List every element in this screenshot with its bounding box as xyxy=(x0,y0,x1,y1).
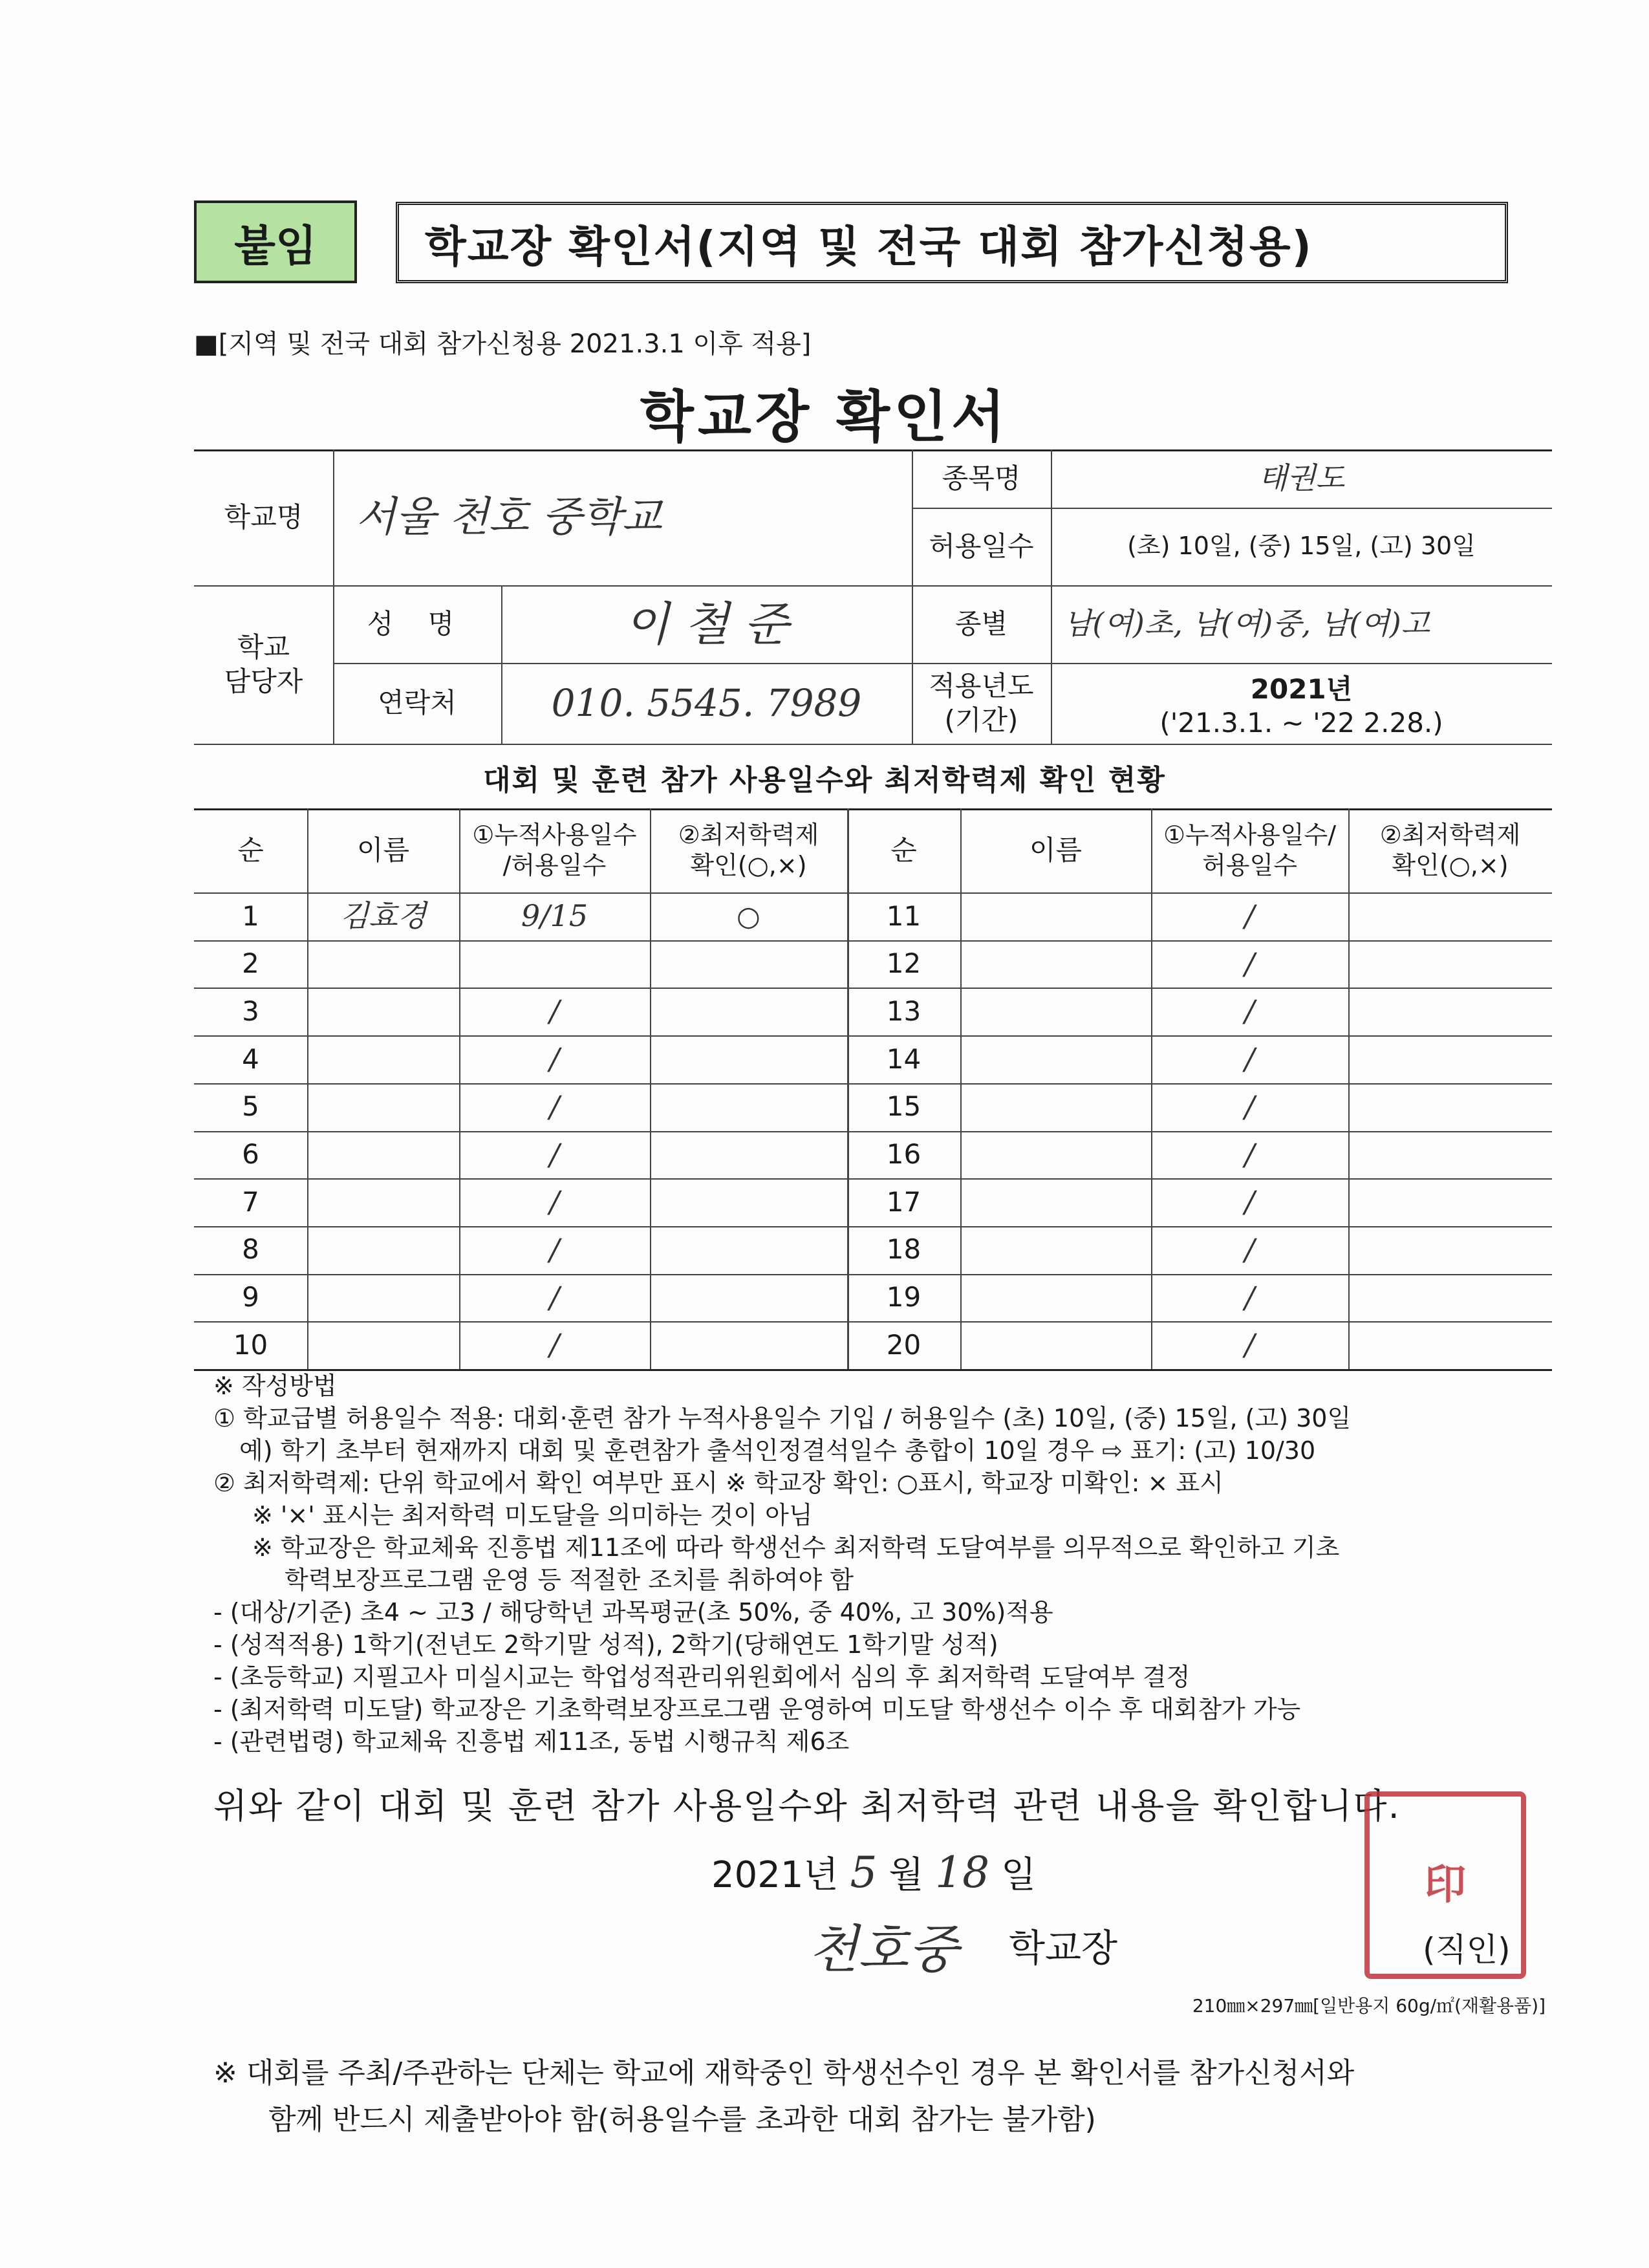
instruction-line: - (관련법령) 학교체육 진흥법 제11조, 동법 시행규칙 제6조 xyxy=(213,1727,850,1756)
allowed-days-value: (초) 10일, (중) 15일, (고) 30일 xyxy=(1127,532,1476,561)
table-cell-name xyxy=(960,1178,1151,1226)
table-cell-no: 12 xyxy=(886,947,921,980)
table-cell-name xyxy=(307,1131,459,1179)
form-title-box: 학교장 확인서(지역 및 전국 대회 참가신청용) xyxy=(396,202,1508,283)
table-cell-days: / xyxy=(1244,898,1255,934)
principal-signature: 천호중 xyxy=(808,1919,958,1980)
table-cell-min xyxy=(650,1178,847,1226)
document-title: 학교장 확인서 xyxy=(640,385,1009,449)
contact-value: 010. 5545. 7989 xyxy=(551,681,862,726)
table-column-divider xyxy=(847,808,849,1369)
table-cell-no: 3 xyxy=(242,995,259,1027)
allowed-days-label: 허용일수 xyxy=(929,530,1034,562)
table-cell-days: / xyxy=(1244,993,1255,1029)
table-cell-min xyxy=(1348,1178,1552,1226)
table-cell-min xyxy=(1348,940,1552,988)
school-name-value: 서울 천호 중학교 xyxy=(356,493,662,541)
table-cell-name xyxy=(307,988,459,1035)
paper-spec: 210㎜×297㎜[일반용지 60g/㎡(재활용품)] xyxy=(1192,1995,1546,2016)
apply-year-value: 2021년 xyxy=(1250,673,1353,705)
table-cell-no: 18 xyxy=(886,1233,921,1266)
table-cell-days: / xyxy=(549,1136,560,1172)
table-cell-no: 13 xyxy=(886,995,921,1027)
event-value: 태권도 xyxy=(1258,460,1345,496)
instruction-line: ※ 작성방법 xyxy=(213,1372,337,1400)
instruction-line: ※ 학교장은 학교체육 진흥법 제11조에 따라 학생선수 최저학력 도달여부를 의무적으로 확인하고 기초 xyxy=(252,1533,1340,1562)
col-header-days-right: ①누적사용일수/ 허용일수 xyxy=(1163,820,1337,880)
date-month: 5 xyxy=(850,1848,878,1897)
table-column-divider xyxy=(960,808,962,1369)
col-header-name-right: 이름 xyxy=(1029,834,1083,866)
table-cell-name xyxy=(960,1083,1151,1131)
table-cell-name xyxy=(307,1178,459,1226)
table-cell-no: 20 xyxy=(886,1328,921,1361)
section-title: 대회 및 훈련 참가 사용일수와 최저학력제 확인 현황 xyxy=(483,764,1166,797)
table-cell-min xyxy=(650,1035,847,1083)
table-cell-no: 8 xyxy=(242,1233,259,1266)
table-cell-days: / xyxy=(1244,1327,1255,1363)
table-cell-no: 19 xyxy=(886,1281,921,1313)
manager-name-value: 이 철 준 xyxy=(624,597,789,651)
table-cell-min xyxy=(650,1226,847,1274)
event-label: 종목명 xyxy=(942,462,1021,494)
table-cell-name: 김효경 xyxy=(339,898,427,934)
table-cell-name xyxy=(960,940,1151,988)
school-name-label: 학교명 xyxy=(224,501,303,533)
table-cell-name xyxy=(960,1226,1151,1274)
date-year: 2021년 xyxy=(711,1854,839,1896)
table-column-divider xyxy=(459,808,460,1369)
table-cell-min xyxy=(1348,1035,1552,1083)
table-cell-name xyxy=(307,1083,459,1131)
col-header-min-left: ②최저학력제 확인(○,×) xyxy=(678,820,819,880)
table-column-divider xyxy=(650,808,651,1369)
table-cell-days: / xyxy=(1244,1279,1255,1315)
category-value: 남(여)초, 남(여)중, 남(여)고 xyxy=(1064,606,1430,642)
table-cell-name xyxy=(960,1321,1151,1369)
instructions xyxy=(213,1370,1558,1758)
footer-note xyxy=(213,2050,1354,2143)
table-cell-days xyxy=(459,940,650,988)
instruction-line: 학력보장프로그램 운영 등 적절한 조치를 취하여야 함 xyxy=(285,1566,854,1594)
table-cell-name xyxy=(307,1035,459,1083)
table-cell-days: / xyxy=(1244,1136,1255,1172)
category-label: 종별 xyxy=(954,607,1008,640)
seal-note: (직인) xyxy=(1423,1931,1511,1969)
table-cell-no: 7 xyxy=(242,1185,259,1218)
table-cell-min xyxy=(650,1083,847,1131)
table-cell-min xyxy=(1348,1226,1552,1274)
table-column-divider xyxy=(1151,808,1152,1369)
table-cell-days: / xyxy=(1244,1041,1255,1077)
table-cell-no: 11 xyxy=(886,900,921,932)
table-cell-name xyxy=(307,1274,459,1322)
footer-line: ※ 대회를 주최/주관하는 단체는 학교에 재학중인 학생선수인 경우 본 확인서를 참가신청서와 xyxy=(213,2057,1355,2090)
table-cell-no: 15 xyxy=(886,1090,921,1123)
table-cell-no: 17 xyxy=(886,1185,921,1218)
school-manager-label: 학교 담당자 xyxy=(224,631,303,697)
table-column-divider xyxy=(307,808,308,1369)
table-cell-no: 2 xyxy=(242,947,259,980)
table-cell-days: / xyxy=(1244,1184,1255,1220)
table-cell-days: / xyxy=(549,1279,560,1315)
instruction-line: - (최저학력 미도달) 학교장은 기초학력보장프로그램 운영하여 미도달 학생선수 이수 후 대회참가 가능 xyxy=(213,1695,1301,1723)
info-table xyxy=(194,449,1552,747)
table-cell-days: / xyxy=(1244,945,1255,981)
table-cell-days: / xyxy=(549,1088,560,1124)
table-cell-min xyxy=(1348,1321,1552,1369)
apply-year-cell xyxy=(1051,663,1552,744)
date-day-unit: 일 xyxy=(1000,1854,1037,1896)
table-cell-min xyxy=(1348,892,1552,940)
table-cell-name xyxy=(960,1131,1151,1179)
table-cell-days: / xyxy=(549,1231,560,1267)
table-cell-name xyxy=(960,1274,1151,1322)
table-cell-days: / xyxy=(549,1327,560,1363)
table-cell-no: 4 xyxy=(242,1042,259,1075)
manager-name-label: 성 명 xyxy=(367,607,468,640)
confirmation-statement: 위와 같이 대회 및 훈련 참가 사용일수와 최저학력 관련 내용을 확인합니다. xyxy=(213,1786,1401,1826)
table-cell-days: / xyxy=(549,993,560,1029)
table-cell-min xyxy=(650,1131,847,1179)
table-cell-min xyxy=(650,988,847,1035)
instruction-line: ① 학교급별 허용일수 적용: 대회·훈련 참가 누적사용일수 기입 / 허용일수 (초) 10일, (중) 15일, (고) 30일 xyxy=(213,1404,1352,1432)
participation-table xyxy=(194,808,1552,1371)
contact-label: 연락처 xyxy=(378,687,457,719)
table-cell-min xyxy=(650,1274,847,1322)
table-cell-name xyxy=(307,940,459,988)
table-cell-min xyxy=(650,940,847,988)
table-cell-no: 9 xyxy=(242,1281,259,1313)
date-day: 18 xyxy=(935,1848,990,1897)
table-cell-days: 9/15 xyxy=(521,898,588,934)
attachment-tag: 붙임 xyxy=(194,200,357,283)
principal-title: 학교장 xyxy=(1009,1926,1118,1970)
applicability-notice: ■[지역 및 전국 대회 참가신청용 2021.3.1 이후 적용] xyxy=(194,329,812,359)
table-cell-min xyxy=(1348,988,1552,1035)
table-cell-min xyxy=(1348,1131,1552,1179)
instruction-line: ※ '×' 표시는 최저학력 미도달을 의미하는 것이 아님 xyxy=(252,1501,813,1529)
col-header-no-left: 순 xyxy=(237,834,264,866)
instruction-line: 예) 학기 초부터 현재까지 대회 및 훈련참가 출석인정결석일수 총합이 10일 경우 ⇨ 표기: (고) 10/30 xyxy=(239,1436,1316,1465)
col-header-min-right: ②최저학력제 확인(○,×) xyxy=(1379,820,1521,880)
table-cell-no: 5 xyxy=(242,1090,259,1123)
date-month-unit: 월 xyxy=(889,1854,924,1896)
table-cell-no: 10 xyxy=(233,1328,268,1361)
footer-line: 함께 반드시 제출받아야 함(허용일수를 초과한 대회 참가는 불가함) xyxy=(268,2103,1096,2136)
official-seal-icon: 印 xyxy=(1364,1791,1526,1979)
table-cell-min xyxy=(1348,1083,1552,1131)
col-header-name-left: 이름 xyxy=(356,834,410,866)
table-column-divider xyxy=(1348,808,1350,1369)
table-cell-min xyxy=(650,1321,847,1369)
table-cell-name xyxy=(960,988,1151,1035)
apply-period-value: ('21.3.1. ~ '22 2.28.) xyxy=(1159,707,1443,739)
table-cell-no: 6 xyxy=(242,1138,259,1171)
col-header-days-left: ①누적사용일수 /허용일수 xyxy=(472,820,637,880)
table-cell-days: / xyxy=(549,1041,560,1077)
table-cell-min xyxy=(1348,1274,1552,1322)
confirmation-date xyxy=(711,1846,1036,1898)
instruction-line: - (성적적용) 1학기(전년도 2학기말 성적), 2학기(당해연도 1학기말 성적) xyxy=(213,1630,998,1659)
table-cell-name xyxy=(307,1226,459,1274)
instruction-line: - (초등학교) 지필고사 미실시교는 학업성적관리위원회에서 심의 후 최저학력 도달여부 결정 xyxy=(213,1663,1191,1691)
table-cell-days: / xyxy=(1244,1088,1255,1124)
table-cell-days: / xyxy=(549,1184,560,1220)
apply-year-label: 적용년도 (기간) xyxy=(929,670,1034,736)
table-cell-name xyxy=(307,1321,459,1369)
table-cell-min: ○ xyxy=(737,900,760,932)
instruction-line: ② 최저학력제: 단위 학교에서 확인 여부만 표시 ※ 학교장 확인: ○표시, 학교장 미확인: × 표시 xyxy=(213,1469,1223,1497)
table-cell-name xyxy=(960,1035,1151,1083)
table-cell-name xyxy=(960,892,1151,940)
col-header-no-right: 순 xyxy=(890,834,917,866)
table-cell-no: 16 xyxy=(886,1138,921,1171)
table-cell-no: 1 xyxy=(242,900,259,932)
instruction-line: - (대상/기준) 초4 ~ 고3 / 해당학년 과목평균(초 50%, 중 40%, 고 30%)적용 xyxy=(213,1598,1053,1626)
table-cell-days: / xyxy=(1244,1231,1255,1267)
table-cell-no: 14 xyxy=(886,1042,921,1075)
